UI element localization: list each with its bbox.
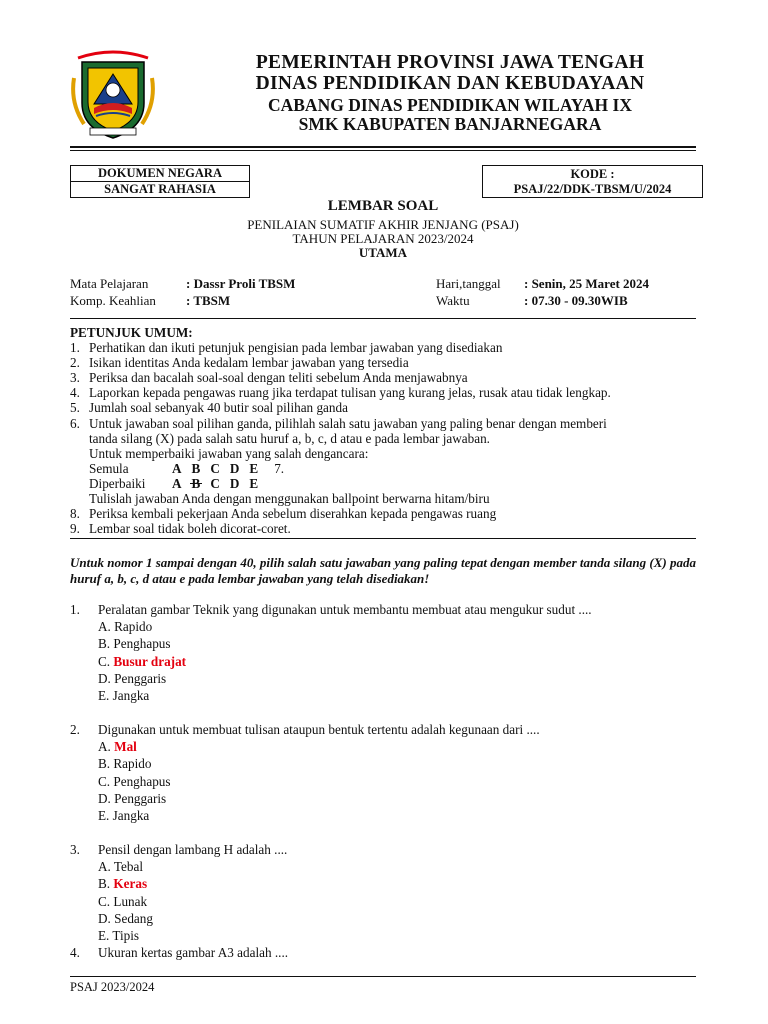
- option: [70, 773, 696, 790]
- header-rule-thick: [70, 146, 696, 148]
- footer-text: PSAJ 2023/2024: [70, 980, 155, 994]
- hari-label: Hari,tanggal: [436, 276, 501, 291]
- option: [70, 670, 696, 687]
- header-line-3: CABANG DINAS PENDIDIKAN WILAYAH IX: [267, 95, 632, 115]
- option-text: Tipis: [112, 928, 140, 944]
- petunjuk-title: PETUNJUK UMUM:: [70, 325, 193, 340]
- option-text: Rapido: [114, 619, 153, 634]
- semula-row: [70, 461, 700, 476]
- letter: A: [172, 460, 182, 476]
- item-number: 6.: [70, 415, 80, 431]
- item-number: 1.: [70, 340, 80, 356]
- item-number: 8.: [70, 506, 80, 522]
- option-letter: B.: [98, 756, 111, 772]
- option-text: Jangka: [112, 688, 150, 704]
- item-text: Perhatikan dan ikuti petunjuk pengisian pada lembar jawaban yang disediakan: [89, 340, 503, 356]
- header-line-2: DINAS PENDIDIKAN DAN KEBUDAYAAN: [255, 73, 645, 94]
- option-text: Penghapus: [113, 636, 171, 652]
- option: [70, 790, 696, 807]
- list-item: [70, 340, 700, 355]
- letter: E: [249, 475, 259, 491]
- option-letter: C.: [98, 773, 111, 789]
- letter: C: [210, 475, 220, 491]
- waktu-label: Waktu: [436, 293, 470, 308]
- option-letter: E.: [98, 688, 110, 704]
- dokumen-line-1: DOKUMEN NEGARA: [98, 166, 222, 180]
- dokumen-negara-box: [70, 165, 250, 198]
- option-letter: E.: [98, 808, 110, 824]
- option-correct: [70, 875, 696, 892]
- kode-box: [482, 165, 703, 198]
- item-number: 3.: [70, 370, 80, 386]
- letter: D: [229, 475, 240, 491]
- option-letter: D.: [98, 910, 111, 926]
- semula-suffix: 7.: [274, 460, 285, 476]
- letter: E: [249, 460, 259, 476]
- option: [70, 910, 696, 927]
- item-text: Periksa dan bacalah soal-soal dengan teliti sebelum Anda menjawabnya: [89, 370, 468, 386]
- option-text: Penghapus: [113, 773, 171, 789]
- list-item: [70, 521, 700, 536]
- list-item: [70, 506, 700, 521]
- option-letter: E.: [98, 928, 110, 944]
- question-number: 3.: [70, 842, 80, 857]
- hari-value: : Senin, 25 Maret 2024: [524, 276, 650, 291]
- item-text: Lembar soal tidak boleh dicorat-coret.: [89, 521, 291, 537]
- option-letter: D.: [98, 790, 111, 806]
- item-text: Periksa kembali pekerjaan Anda sebelum diserahkan kepada pengawas ruang: [89, 506, 497, 522]
- option-letter: C.: [98, 893, 111, 909]
- question-3: [70, 841, 696, 944]
- list-item: [70, 370, 700, 385]
- option: [70, 807, 696, 824]
- footer-rule: [70, 976, 696, 977]
- question-stem: Peralatan gambar Teknik yang digunakan untuk membantu membuat atau mengukur sudut ....: [98, 602, 592, 617]
- option-letter: C.: [98, 653, 111, 669]
- option-text-answer: Mal: [114, 739, 137, 754]
- option-letter: A.: [98, 739, 111, 754]
- title-sub-2: TAHUN PELAJARAN 2023/2024: [292, 231, 474, 246]
- item-number: 4.: [70, 385, 80, 401]
- option-text: Lunak: [113, 893, 148, 909]
- dokumen-line-2: SANGAT RAHASIA: [71, 181, 249, 197]
- semula-label: Semula: [89, 460, 129, 476]
- option-correct: [70, 653, 696, 670]
- option: [70, 755, 696, 772]
- question-4: [70, 944, 696, 961]
- option: [70, 858, 696, 875]
- question-2: [70, 721, 696, 824]
- question-1: [70, 601, 696, 704]
- semula-letters: [172, 461, 268, 476]
- komp-value: : TBSM: [186, 293, 231, 308]
- option-text-answer: Busur drajat: [113, 653, 187, 669]
- option: [70, 635, 696, 652]
- komp-label: Komp. Keahlian: [70, 293, 156, 308]
- option-letter: B.: [98, 636, 111, 652]
- mapel-label: Mata Pelajaran: [70, 276, 149, 291]
- petunjuk-umum: [70, 325, 700, 536]
- item-number: 2.: [70, 355, 80, 371]
- title-sub-3: UTAMA: [358, 245, 408, 260]
- option-text: Tebal: [113, 859, 143, 874]
- option: [70, 687, 696, 704]
- kode-value: PSAJ/22/DDK-TBSM/U/2024: [513, 182, 672, 196]
- item-number: 5.: [70, 400, 80, 416]
- letter: B: [191, 460, 201, 476]
- header-line-1: PEMERINTAH PROVINSI JAWA TENGAH: [255, 52, 645, 73]
- letter: C: [210, 460, 220, 476]
- header-rule-thin: [70, 150, 696, 151]
- waktu-value: : 07.30 - 09.30WIB: [524, 293, 628, 308]
- list-item: [70, 385, 700, 400]
- lembar-soal-title: LEMBAR SOAL: [327, 198, 439, 214]
- item-number: 9.: [70, 521, 80, 537]
- question-number: 4.: [70, 945, 80, 960]
- list-item: [70, 355, 700, 370]
- option-text: Sedang: [114, 910, 153, 926]
- option-text: Jangka: [112, 808, 150, 824]
- instruction-text: Untuk nomor 1 sampai dengan 40, pilih salah satu jawaban yang paling tepat dengan member tanda silang (X) pada huruf a, b, c, d atau e pada lembar jawaban yang telah disediakan!: [70, 555, 696, 586]
- header-line-4: SMK KABUPATEN BANJARNEGARA: [298, 114, 602, 134]
- question-stem: Pensil dengan lambang H adalah ....: [98, 842, 288, 857]
- title-sub-1: PENILAIAN SUMATIF AKHIR JENJANG (PSAJ): [247, 217, 519, 232]
- option-letter: D.: [98, 670, 111, 686]
- item-text: Laporkan kepada pengawas ruang jika terdapat tulisan yang kurang jelas, rusak atau tidak lengkap.: [89, 385, 611, 401]
- list-item: [70, 400, 700, 415]
- diperbaiki-row: [70, 476, 700, 491]
- option-letter: A.: [98, 859, 111, 874]
- item-text: Untuk jawaban soal pilihan ganda, pilihlah salah satu jawaban yang paling benar dengan memberi: [89, 415, 607, 431]
- question-number: 1.: [70, 602, 80, 617]
- option-text: Rapido: [113, 756, 152, 772]
- option-text: Penggaris: [114, 670, 167, 686]
- fix-intro: Untuk memperbaiki jawaban yang salah dengancara:: [89, 445, 369, 461]
- item-text: Jumlah soal sebanyak 40 butir soal pilihan ganda: [89, 400, 348, 416]
- option-letter: B.: [98, 876, 111, 892]
- list-item: [70, 416, 700, 431]
- question-stem: Digunakan untuk membuat tulisan ataupun bentuk tertentu adalah kegunaan dari ....: [98, 722, 540, 737]
- tulislah-text: Tulislah jawaban Anda dengan menggunakan ballpoint berwarna hitam/biru: [89, 491, 490, 507]
- question-number: 2.: [70, 722, 80, 737]
- item-6-continuation: tanda silang (X) pada salah satu huruf a, b, c, d atau e pada lembar jawaban.: [89, 430, 490, 446]
- option-correct: [70, 738, 696, 755]
- kode-label: KODE :: [570, 167, 615, 181]
- mapel-value: : Dassr Proli TBSM: [186, 276, 296, 291]
- letter-crossed: B: [191, 475, 201, 491]
- option: [70, 618, 696, 635]
- petunjuk-rule: [70, 538, 696, 539]
- diperbaiki-label: Diperbaiki: [89, 475, 146, 491]
- diperbaiki-letters: [172, 476, 268, 491]
- question-stem: Ukuran kertas gambar A3 adalah ....: [98, 945, 289, 960]
- meta-rule: [70, 318, 696, 319]
- option: [70, 893, 696, 910]
- option: [70, 927, 696, 944]
- option-text: Penggaris: [114, 790, 167, 806]
- letter: D: [229, 460, 240, 476]
- option-letter: A.: [98, 619, 111, 634]
- item-text: Isikan identitas Anda kedalam lembar jawaban yang tersedia: [89, 355, 409, 371]
- provincial-emblem-logo: [70, 48, 156, 140]
- letter: A: [172, 475, 182, 491]
- option-text-answer: Keras: [113, 876, 148, 892]
